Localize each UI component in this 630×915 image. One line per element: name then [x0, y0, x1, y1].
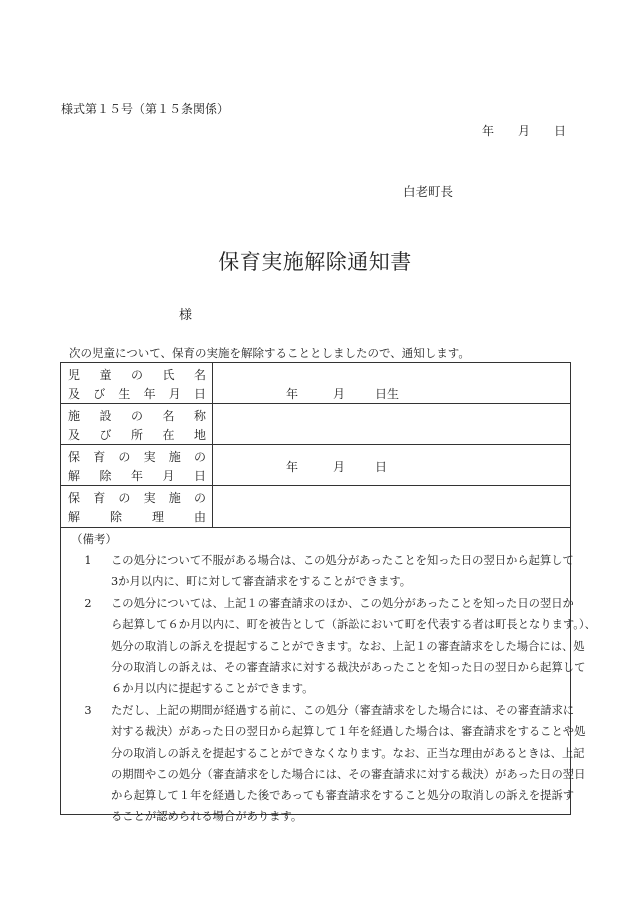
label-char: 在 [162, 428, 175, 442]
issuer: 白老町長 [403, 184, 454, 199]
row-child-name-birthdate [61, 363, 570, 404]
remark-line: から起算して１年を経過した後であっても審査請求をすること処分の取消しの訴えを提訴す [111, 789, 575, 803]
label-char: 施 [168, 491, 181, 505]
remark-line: この処分については、上記１の審査請求のほか、この処分があったことを知った日の翌日か [111, 597, 574, 610]
label-char: の [118, 491, 131, 505]
value-child-name-birthdate[interactable] [213, 363, 570, 403]
remark-text [111, 700, 586, 828]
remark-line: ることが認められる場合があります。 [111, 810, 303, 824]
label-char: び [93, 387, 106, 401]
label-char: 年 [143, 387, 156, 401]
remark-line: ただし、上記の期間が経過する前に、この処分（審査請求をした場合には、その審査請求に [111, 704, 575, 717]
label-release-reason [61, 486, 213, 527]
remark-number: 2 [84, 597, 92, 610]
date-month-label: 月 [518, 124, 531, 138]
value-release-date[interactable] [213, 445, 570, 485]
label-char: の [193, 491, 206, 505]
remark-line: 分の取消しの訴えは、その審査請求に対する裁決があったことを知った日の翌日から起算して [111, 660, 586, 674]
label-char: 童 [99, 368, 112, 382]
label-char: 由 [193, 510, 206, 524]
remark-line: 対する裁決）があった日の翌日から起算して１年を経過した場合は、審査請求をすることや処 [111, 725, 586, 739]
label-line-2 [68, 426, 206, 443]
label-char: 解 [68, 469, 81, 483]
remarks-heading: （備考） [71, 532, 117, 546]
birth-day-label: 日生 [375, 387, 400, 401]
label-char: 除 [109, 510, 122, 524]
birth-year-label: 年 [286, 387, 299, 401]
label-line-1 [68, 448, 206, 465]
label-char: の [130, 368, 143, 382]
label-char: 育 [93, 491, 106, 505]
label-char: の [193, 450, 206, 464]
label-char: 解 [68, 510, 81, 524]
label-char: 施 [168, 450, 181, 464]
label-line-2 [68, 508, 206, 525]
remark-line: ら起算して６か月以内に、町を被告として（訴訟において町を代表する者は町長となります。）、 [111, 618, 596, 632]
value-facility-name-address[interactable] [213, 404, 570, 444]
date-line [482, 122, 566, 139]
label-char: び [99, 428, 112, 442]
label-char: 育 [93, 450, 106, 464]
intro-text: 次の児童について、保育の実施を解除することとしましたので、通知します。 [69, 346, 470, 360]
notice-table [60, 362, 596, 824]
label-char: 保 [68, 491, 81, 505]
release-year-label: 年 [286, 460, 299, 474]
label-char: 及 [68, 387, 81, 401]
remark-text [111, 593, 596, 699]
label-char: 理 [151, 510, 164, 524]
label-facility-name-address [61, 404, 213, 444]
remark-line: 3か月以内に、町に対して審査請求をすることができます。 [111, 575, 412, 589]
label-char: 名 [193, 368, 206, 382]
label-line-2 [68, 467, 206, 484]
date-day-label: 日 [554, 124, 567, 138]
label-char: 月 [162, 469, 175, 483]
form-number: 様式第１５号（第１５条関係） [61, 102, 230, 116]
label-release-date [61, 445, 213, 485]
row-facility-name-address [61, 404, 570, 445]
label-char: 児 [68, 368, 81, 382]
remark-line: ６か月以内に提起することができます。 [111, 682, 314, 696]
remark-number: 3 [84, 704, 92, 717]
label-char: 称 [193, 409, 206, 423]
row-release-reason [61, 486, 570, 528]
remark-line: この処分について不服がある場合は、この処分があったことを知った日の翌日から起算して [111, 554, 574, 567]
label-char: 氏 [162, 368, 175, 382]
label-char: 地 [193, 428, 206, 442]
label-char: 生 [118, 387, 131, 401]
label-line-2 [68, 385, 206, 402]
label-char: 実 [143, 491, 156, 505]
birth-month-label: 月 [333, 387, 346, 401]
remark-line: 分の取消しの訴えを提起することができなくなります。なお、正当な理由があるときは、上記 [111, 746, 585, 760]
label-char: 月 [168, 387, 181, 401]
remark-text [111, 550, 574, 593]
label-char: 及 [68, 428, 81, 442]
row-release-date [61, 445, 570, 486]
label-line-1 [68, 489, 206, 506]
label-char: 除 [99, 469, 112, 483]
label-char: 日 [193, 469, 206, 483]
remark-line: の期間やこの処分（審査請求をした場合には、その審査請求に対する裁決）があった日の翌日 [111, 767, 586, 781]
label-char: 施 [68, 409, 81, 423]
document-title: 保育実施解除通知書 [218, 250, 412, 274]
label-child-name-birthdate [61, 363, 213, 403]
date-year-label: 年 [482, 124, 495, 138]
release-day-label: 日 [375, 460, 388, 474]
label-line-1 [68, 407, 206, 424]
label-char: 日 [193, 387, 206, 401]
label-char: 年 [130, 469, 143, 483]
label-char: 所 [130, 428, 143, 442]
remark-number: 1 [84, 554, 92, 567]
value-release-reason[interactable] [213, 486, 570, 527]
label-char: 名 [162, 409, 175, 423]
remark-line: 処分の取消しの訴えを提起することができます。なお、上記１の審査請求をした場合には、処 [111, 639, 585, 653]
addressee-suffix: 様 [179, 308, 193, 323]
label-line-1 [68, 366, 206, 383]
release-month-label: 月 [333, 460, 346, 474]
label-char: の [118, 450, 131, 464]
label-char: 設 [99, 409, 112, 423]
label-char: の [130, 409, 143, 423]
label-char: 実 [143, 450, 156, 464]
label-char: 保 [68, 450, 81, 464]
